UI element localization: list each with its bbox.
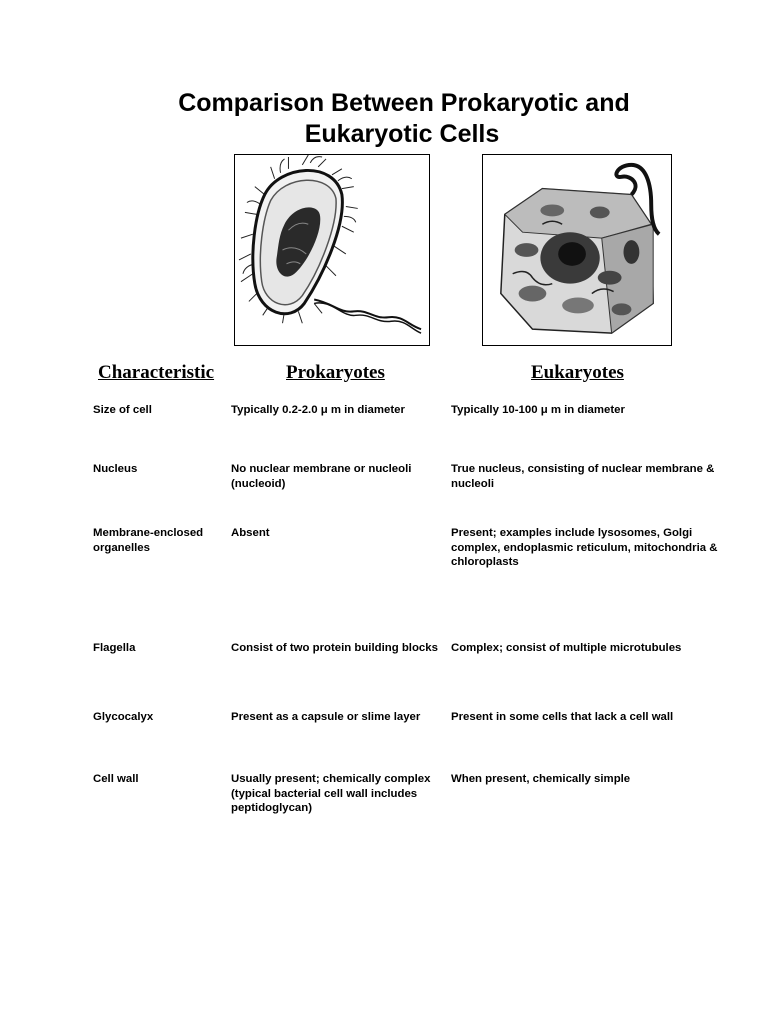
header-characteristic: Characteristic bbox=[98, 362, 215, 383]
row-prokaryotes: Absent bbox=[231, 527, 270, 539]
row-characteristic: Flagella bbox=[93, 642, 136, 654]
row-prokaryotes: Typically 0.2-2.0 μ m in diameter bbox=[231, 404, 405, 416]
row-characteristic: Membrane-enclosed organelles bbox=[93, 527, 204, 554]
row-eukaryotes: Typically 10-100 μ m in diameter bbox=[451, 404, 625, 416]
eukaryotic-cell-figure bbox=[482, 154, 672, 346]
prokaryotic-cell-icon bbox=[235, 155, 429, 345]
row-characteristic: Cell wall bbox=[93, 773, 139, 785]
page-title bbox=[0, 88, 768, 150]
row-eukaryotes: Present in some cells that lack a cell wall bbox=[451, 711, 674, 723]
eukaryotic-cell-icon bbox=[483, 155, 671, 345]
row-eukaryotes: When present, chemically simple bbox=[451, 773, 631, 785]
row-prokaryotes: Consist of two protein building blocks bbox=[231, 642, 438, 654]
row-characteristic: Size of cell bbox=[93, 404, 152, 416]
title-line-2: Eukaryotic Cells bbox=[304, 120, 500, 148]
header-eukaryotes: Eukaryotes bbox=[531, 362, 624, 383]
row-prokaryotes: No nuclear membrane or nucleoli (nucleoid) bbox=[231, 463, 412, 490]
header-prokaryotes: Prokaryotes bbox=[286, 362, 385, 383]
row-characteristic: Glycocalyx bbox=[93, 711, 154, 723]
row-eukaryotes: Present; examples include lysosomes, Golgi complex, endoplasmic reticulum, mitochondria & chloroplasts bbox=[451, 527, 718, 568]
row-eukaryotes: True nucleus, consisting of nuclear membrane & nucleoli bbox=[451, 463, 715, 490]
title-line-1: Comparison Between Prokaryotic and bbox=[178, 89, 630, 117]
row-eukaryotes: Complex; consist of multiple microtubules bbox=[451, 642, 682, 654]
prokaryotic-cell-figure bbox=[234, 154, 430, 346]
row-characteristic: Nucleus bbox=[93, 463, 138, 475]
row-prokaryotes: Usually present; chemically complex (typical bacterial cell wall includes peptidoglycan) bbox=[231, 773, 431, 814]
row-prokaryotes: Present as a capsule or slime layer bbox=[231, 711, 421, 723]
